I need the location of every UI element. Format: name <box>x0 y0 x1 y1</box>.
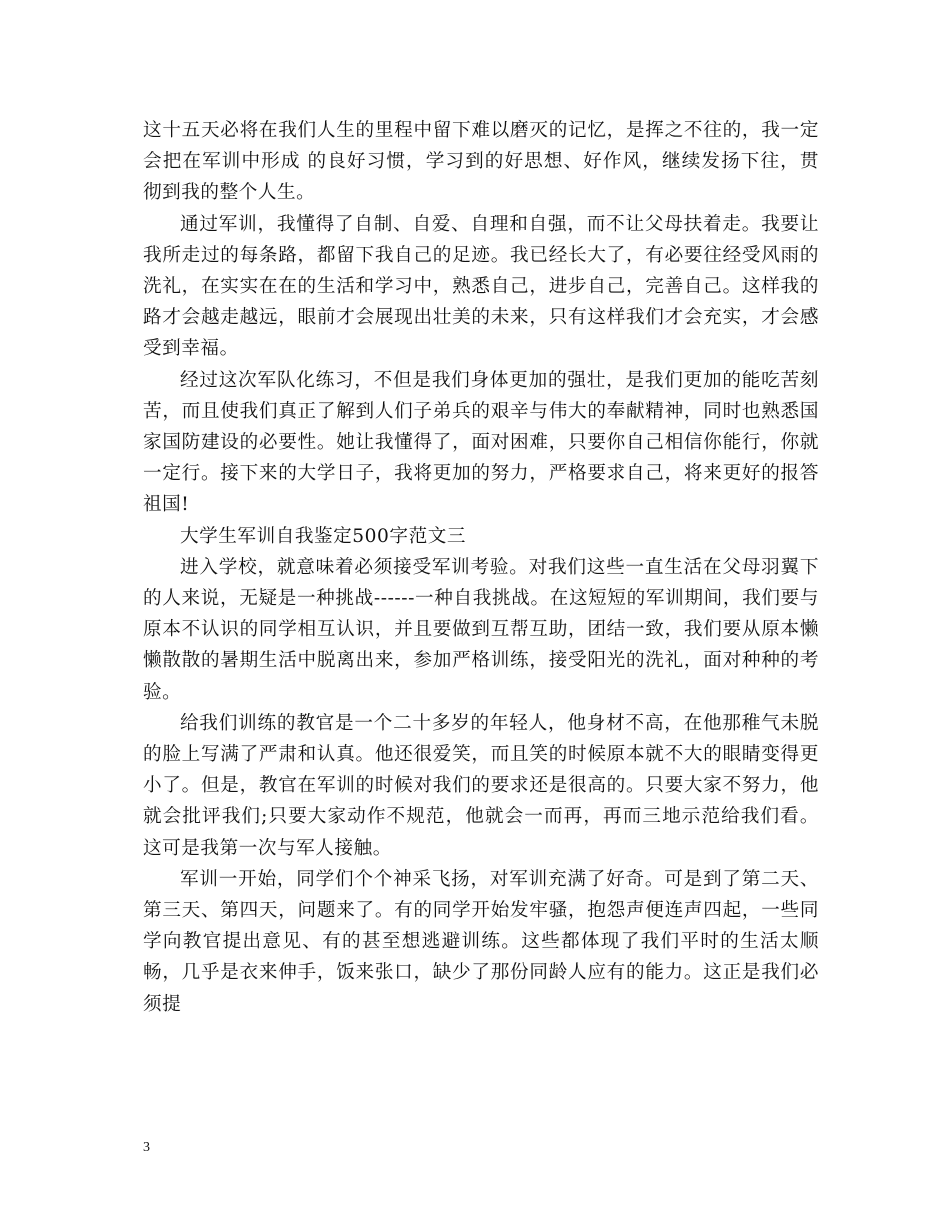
page-number: 3 <box>143 1140 150 1155</box>
paragraph-1: 这十五天必将在我们人生的里程中留下难以磨灭的记忆，是挥之不往的，我一定会把在军训中形成 的良好习惯，学习到的好思想、好作风，继续发扬下往，贯彻到我的整个人生。 <box>143 120 819 204</box>
paragraph-4: 进入学校，就意味着必须接受军训考验。对我们这些一直生活在父母羽翼下的人来说，无疑是一种挑战------一种自我挑战。在这短短的军训期间，我们要与原本不认识的同学相互认识，并且要做到互帮互助，团结一致，我们要从原本懒懒散散的暑期生活中脱离出来，参加严格训练，接受阳光的洗礼，面对种种的考验。 <box>143 556 819 703</box>
section-heading: 大学生军训自我鉴定500字范文三 <box>180 525 467 547</box>
paragraph-3: 经过这次军队化练习，不但是我们身体更加的强壮，是我们更加的能吃苦刻苦，而且使我们真正了解到人们子弟兵的艰辛与伟大的奉献精神，同时也熟悉国家国防建设的必要性。她让我懂得了，面对困难，只要你自己相信你能行，你就一定行。接下来的大学日子，我将更加的努力，严格要求自己，将来更好的报答祖国! <box>143 369 819 516</box>
paragraph-2: 通过军训，我懂得了自制、自爱、自理和自强，而不让父母扶着走。我要让我所走过的每条路，都留下我自己的足迹。我已经长大了，有必要往经受风雨的洗礼，在实实在在的生活和学习中，熟悉自己，进步自己，完善自己。这样我的路才会越走越远，眼前才会展现出壮美的未来，只有这样我们才会充实，才会感受到幸福。 <box>143 213 819 360</box>
paragraph-5: 给我们训练的教官是一个二十多岁的年轻人，他身材不高，在他那稚气未脱的脸上写满了严肃和认真。他还很爱笑，而且笑的时候原本就不大的眼睛变得更小了。但是，教官在军训的时候对我们的要求还是很高的。只要大家不努力，他就会批评我们;只要大家动作不规范，他就会一而再，再而三地示范给我们看。这可是我第一次与军人接触。 <box>143 712 819 859</box>
paragraph-6: 军训一开始，同学们个个神采飞扬，对军训充满了好奇。可是到了第二天、第三天、第四天，问题来了。有的同学开始发牢骚，抱怨声便连声四起，一些同学向教官提出意见、有的甚至想逃避训练。这些都体现了我们平时的生活太顺畅，几乎是衣来伸手，饭来张口，缺少了那份同龄人应有的能力。这正是我们必须提 <box>143 868 819 1015</box>
document-body <box>143 115 819 1020</box>
